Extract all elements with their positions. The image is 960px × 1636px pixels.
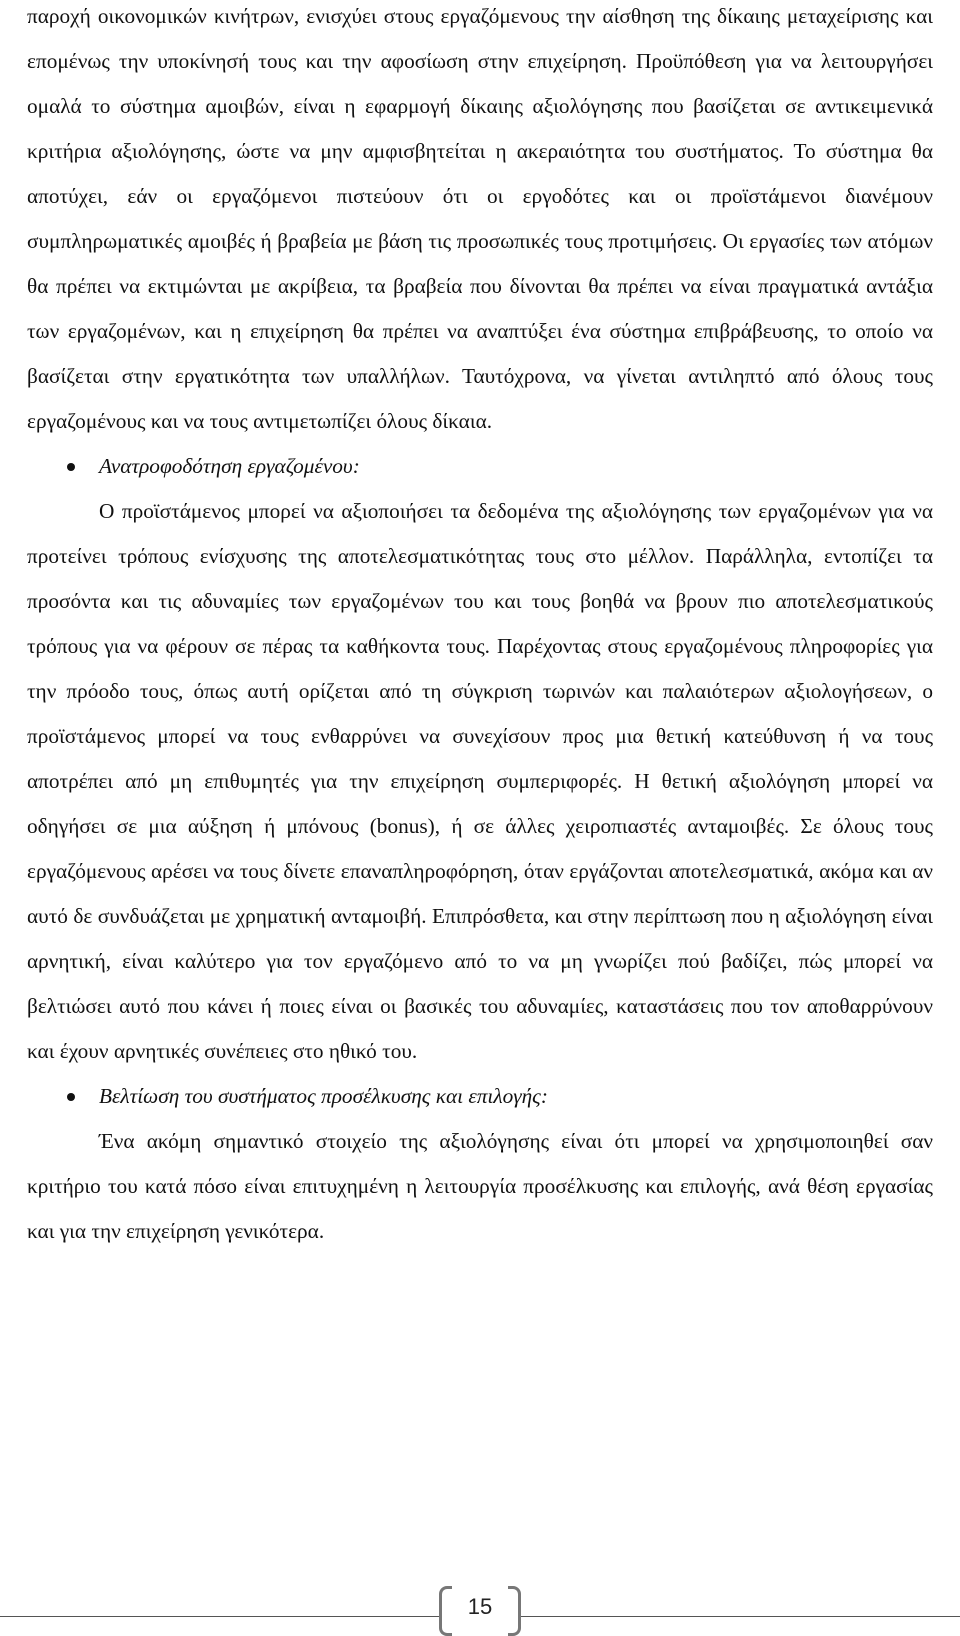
paragraph-feedback: Ο προϊστάμενος μπορεί να αξιοποιήσει τα δεδομένα της αξιολόγησης των εργαζομένων για να προτείνει τρόπους ενίσχυσης της αποτελεσματικότητας τους στο μέλλον. Παράλληλα, εντοπίζει τα προσόντα και τις αδυναμίες των εργαζομένων του και τους βοηθά να βρουν πιο αποτελεσματικούς τρόπους για να φέρουν σε πέρας τα καθήκοντα τους. Παρέχοντας στους εργαζομένους πληροφορίες για την πρόοδο τους, όπως αυτή ορίζεται από τη σύγκριση τωρινών και παλαιότερων αξιολογήσεων, ο προϊστάμενος μπορεί να τους ενθαρρύνει να συνεχίσουν προς μια θετική κατεύθυνση ή να τους αποτρέπει από μη επιθυμητές για την επιχείρηση συμπεριφορές. Η θετική αξιολόγηση μπορεί να οδηγήσει σε μια αύξηση ή μπόνους (bonus), ή σε άλλες χειροπιαστές ανταμοιβές. Σε όλους τους εργαζόμενους αρέσει να τους δίνετε επαναπληροφόρηση, όταν εργάζονται αποτελεσματικά, ακόμα και αν αυτό δε συνδυάζεται με χρηματική ανταμοιβή. Επιπρόσθετα, και στην περίπτωση που η αξιολόγηση είναι αρνητική, είναι καλύτερο για τον εργαζόμενο από το να μη γνωρίζει πού βαδίζει, πώς μπορεί να βελτιώσει αυτό που κάνει ή ποιες είναι οι βασικές του αδυναμίες, καταστάσεις που τον αποθαρρύνουν και έχουν αρνητικές συνέπειες στο ηθικό του. — [27, 499, 933, 1063]
document-page — [27, 0, 933, 1254]
bullet-employee-feedback — [27, 444, 933, 489]
bullet-dot-icon — [67, 463, 75, 471]
bullet-dot-icon — [67, 1093, 75, 1101]
paragraph-recruitment: Ένα ακόμη σημαντικό στοιχείο της αξιολόγησης είναι ότι μπορεί να χρησιμοποιηθεί σαν κριτήριο του κατά πόσο είναι επιτυχημένη η λειτουργία προσέλκυσης και επιλογής, ανά θέση εργασίας και για την επιχείρηση γενικότερα. — [27, 1129, 933, 1243]
left-bracket-icon — [439, 1586, 452, 1636]
bullet-heading-text: Ανατροφοδότηση εργαζομένου: — [99, 454, 360, 478]
page-footer — [0, 1586, 960, 1634]
bullet-heading-text: Βελτίωση του συστήματος προσέλκυσης και επιλογής: — [99, 1084, 548, 1108]
right-bracket-icon — [508, 1586, 521, 1636]
page-number: 15 — [467, 1594, 493, 1619]
paragraph-reward-system: παροχή οικονομικών κινήτρων, ενισχύει στους εργαζόμενους την αίσθηση της δίκαιης μεταχείρισης και επομένως την υποκίνησή τους και την αφοσίωση στην επιχείρηση. Προϋπόθεση για να λειτουργήσει ομαλά το σύστημα αμοιβών, είναι η εφαρμογή δίκαιης αξιολόγησης που βασίζεται σε αντικειμενικά κριτήρια αξιολόγησης, ώστε να μην αμφισβητείται η ακεραιότητα του συστήματος. Το σύστημα θα αποτύχει, εάν οι εργαζόμενοι πιστεύουν ότι οι εργοδότες και οι προϊστάμενοι διανέμουν συμπληρωματικές αμοιβές ή βραβεία με βάση τις προσωπικές τους προτιμήσεις. Οι εργασίες των ατόμων θα πρέπει να εκτιμώνται με ακρίβεια, τα βραβεία που δίνονται θα πρέπει να είναι πραγματικά αντάξια των εργαζομένων, και η επιχείρηση θα πρέπει να αναπτύξει ένα σύστημα επιβράβευσης, το οποίο να βασίζεται στην εργατικότητα των υπαλλήλων. Ταυτόχρονα, να γίνεται αντιληπτό από όλους τους εργαζομένους και να τους αντιμετωπίζει όλους δίκαια. — [27, 4, 933, 433]
bullet-recruitment-improvement — [27, 1074, 933, 1119]
